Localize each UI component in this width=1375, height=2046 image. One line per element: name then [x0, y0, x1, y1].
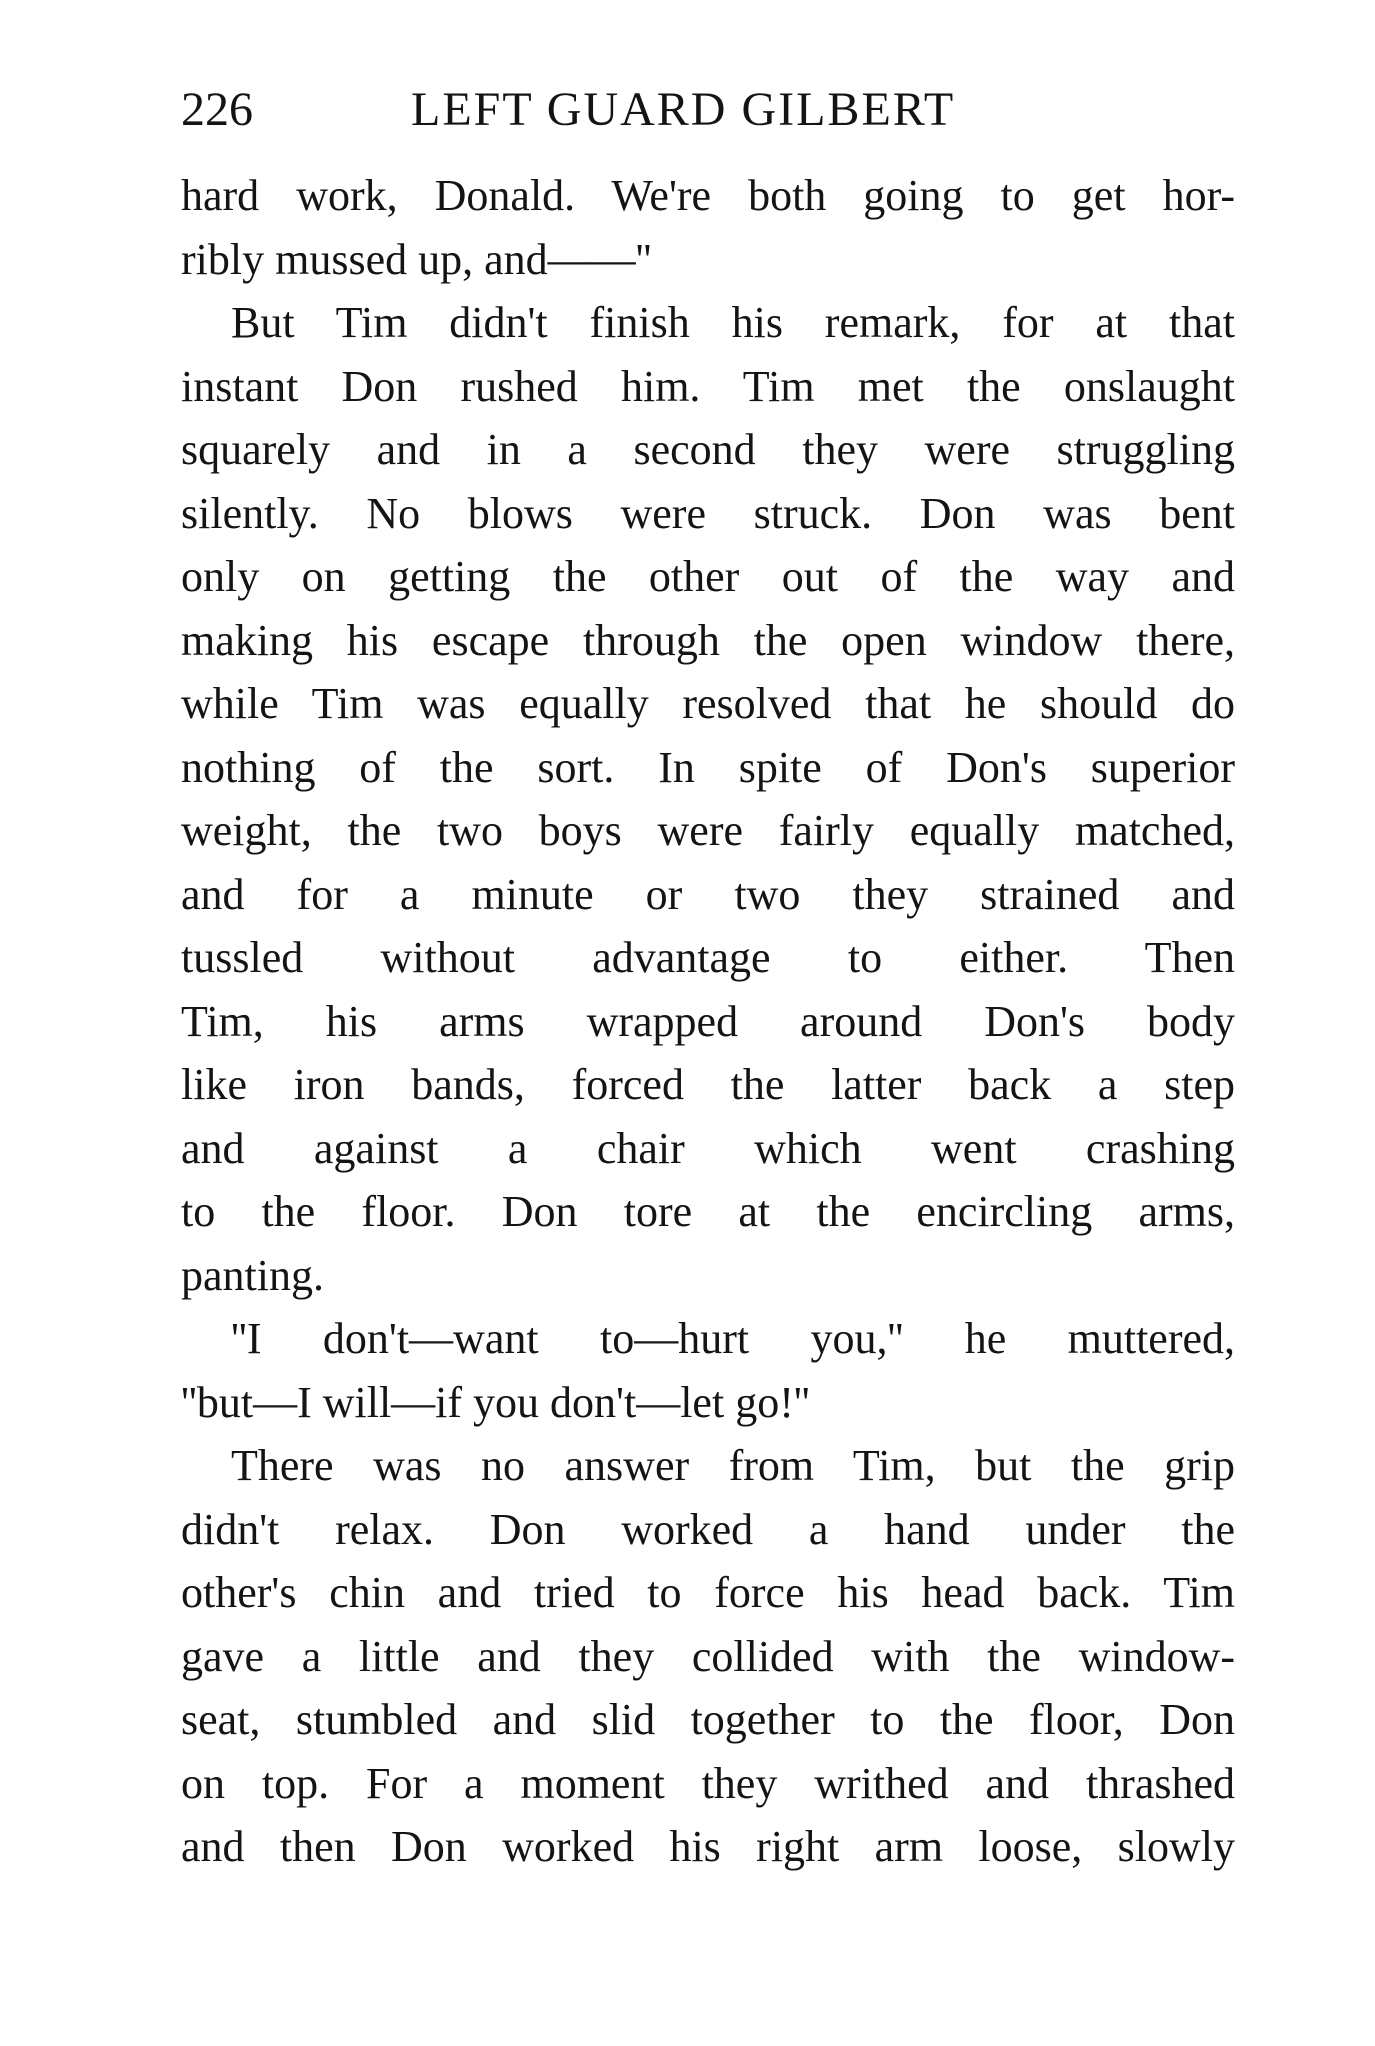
text-line: and against a chair which went crashing	[181, 1123, 1235, 1173]
text-line: making his escape through the open window there,	[181, 615, 1235, 665]
text-line: ''I don't—want to—hurt you,'' he muttered,	[231, 1314, 1235, 1363]
text-line: hard work, Donald. We're both going to get hor-	[181, 171, 1235, 220]
text-line: gave a little and they collided with the window-	[181, 1631, 1235, 1681]
text-line: only on getting the other out of the way and	[181, 552, 1235, 601]
text-line: But Tim didn't finish his remark, for at that	[231, 298, 1235, 347]
text-line: seat, stumbled and slid together to the floor, Don	[181, 1695, 1235, 1744]
text-line: ''but—I will—if you don't—let go!''	[181, 1377, 810, 1427]
text-line: while Tim was equally resolved that he should do	[181, 679, 1235, 728]
text-line: and then Don worked his right arm loose, slowly	[181, 1822, 1235, 1871]
text-line: There was no answer from Tim, but the grip	[231, 1441, 1235, 1490]
text-line: on top. For a moment they writhed and thrashed	[181, 1758, 1235, 1808]
text-line: like iron bands, forced the latter back a step	[181, 1060, 1235, 1109]
text-line: didn't relax. Don worked a hand under the	[181, 1504, 1235, 1554]
text-line: and for a minute or two they strained and	[181, 869, 1235, 919]
text-line: silently. No blows were struck. Don was bent	[181, 488, 1235, 538]
text-line: instant Don rushed him. Tim met the onslaught	[181, 361, 1235, 411]
text-line: other's chin and tried to force his head back. Tim	[181, 1568, 1235, 1617]
text-line: weight, the two boys were fairly equally matched,	[181, 806, 1235, 855]
running-head: LEFT GUARD GILBERT	[411, 83, 956, 136]
text-line: panting.	[181, 1250, 324, 1300]
text-line: to the floor. Don tore at the encircling arms,	[181, 1187, 1235, 1236]
page-number: 226	[181, 83, 253, 136]
text-line: nothing of the sort. In spite of Don's superior	[181, 742, 1235, 792]
text-line: squarely and in a second they were struggling	[181, 425, 1235, 474]
body-text	[181, 164, 1235, 1879]
text-line: tussled without advantage to either. Then	[181, 933, 1235, 982]
text-line: ribly mussed up, and——''	[181, 234, 652, 284]
page-header	[181, 80, 1235, 140]
text-line: Tim, his arms wrapped around Don's body	[181, 996, 1235, 1046]
